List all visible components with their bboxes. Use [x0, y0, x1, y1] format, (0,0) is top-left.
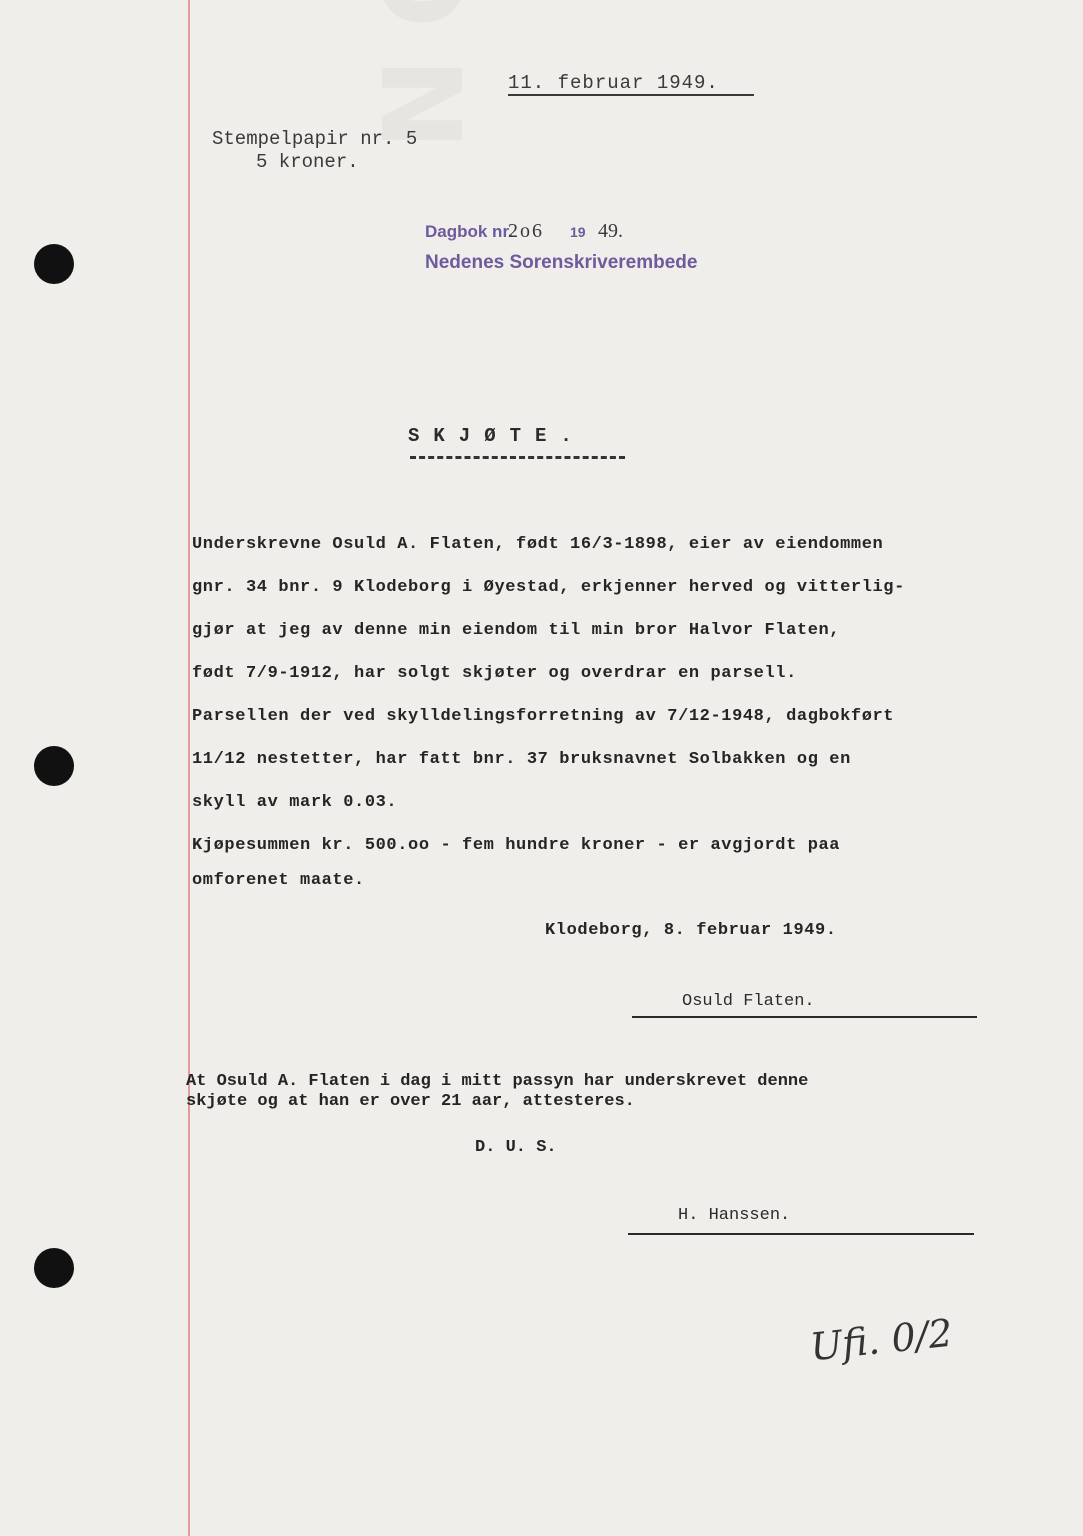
stamp-paper-text — [212, 128, 417, 174]
body-line: gnr. 34 bnr. 9 Klodeborg i Øyestad, erkjenner herved og vitterlig- — [192, 578, 905, 597]
title-underline — [410, 456, 625, 459]
signature-name: Osuld Flaten. — [682, 992, 815, 1011]
dagbok-year-suffix: 49. — [598, 220, 623, 242]
date-underline — [508, 94, 754, 96]
dus-abbreviation: D. U. S. — [475, 1138, 557, 1157]
body-line: gjør at jeg av denne min eiendom til min bror Halvor Flaten, — [192, 621, 841, 640]
stamp-paper-line: Stempelpapir nr. 5 — [212, 128, 418, 150]
body-line: Underskrevne Osuld A. Flaten, født 16/3-1898, eier av eiendommen — [192, 535, 884, 554]
margin-line — [188, 0, 190, 1536]
punch-hole — [34, 746, 74, 786]
body-line: født 7/9-1912, har solgt skjøter og overdrar en parsell. — [192, 664, 797, 683]
body-line: skyll av mark 0.03. — [192, 793, 398, 812]
body-line: omforenet maate. — [192, 871, 365, 890]
attestation-line: At Osuld A. Flaten i dag i mitt passyn har underskrevet denne — [186, 1072, 809, 1091]
dagbok-number: 2o6 — [508, 220, 544, 242]
signature-line — [632, 1016, 977, 1018]
body-line: Kjøpesummen kr. 500.oo - fem hundre kroner - er avgjordt paa — [192, 836, 841, 855]
punch-hole — [34, 1248, 74, 1288]
body-line: Parsellen der ved skylldelingsforretning av 7/12-1948, dagbokført — [192, 707, 895, 726]
stamp-paper-line: 5 kroner. — [256, 151, 359, 173]
date-header: 11. februar 1949. — [508, 72, 719, 94]
attestation-line: skjøte og at han er over 21 aar, attesteres. — [186, 1092, 635, 1111]
document-title: SKJØTE. — [408, 425, 586, 447]
body-line: 11/12 nestetter, har fatt bnr. 37 bruksnavnet Solbakken og en — [192, 750, 851, 769]
office-stamp: Nedenes Sorenskriverembede — [425, 252, 698, 273]
dagbok-year-prefix: 19 — [570, 224, 586, 240]
signature-name: H. Hanssen. — [678, 1206, 791, 1225]
punch-hole — [34, 244, 74, 284]
handwritten-note: Ufi. 0/2 — [808, 1310, 955, 1370]
place-date: Klodeborg, 8. februar 1949. — [545, 921, 837, 940]
signature-line — [628, 1233, 974, 1235]
dagbok-label: Dagbok nr. — [425, 222, 513, 241]
